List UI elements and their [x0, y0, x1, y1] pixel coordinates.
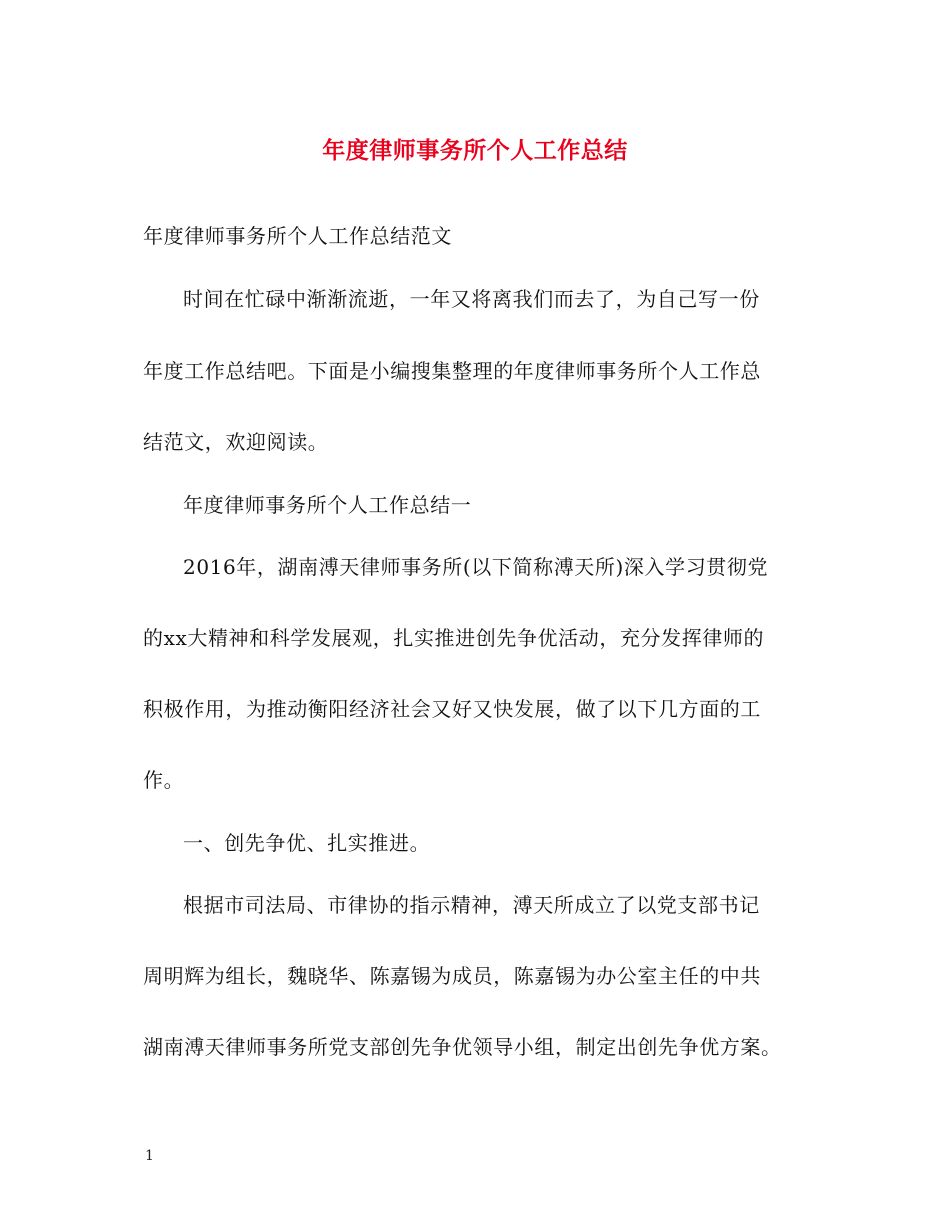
paragraph-line: 2016年，湖南溥天律师事务所(以下简称溥天所)深入学习贯彻党	[183, 555, 769, 579]
document-title: 年度律师事务所个人工作总结	[322, 137, 628, 164]
paragraph-line: 积极作用，为推动衡阳经济社会又好又快发展，做了以下几方面的工	[143, 697, 761, 721]
paragraph-line: 结范文，欢迎阅读。	[143, 430, 329, 454]
paragraph-line: 时间在忙碌中渐渐流逝，一年又将离我们而去了，为自己写一份	[183, 287, 760, 311]
paragraph-line: 周明辉为组长，魏晓华、陈嘉锡为成员，陈嘉锡为办公室主任的中共	[143, 964, 761, 988]
paragraph-line: 湖南溥天律师事务所党支部创先争优领导小组，制定出创先争优方案。	[143, 1035, 782, 1059]
paragraph-line: 根据市司法局、市律协的指示精神，溥天所成立了以党支部书记	[183, 893, 760, 917]
paragraph-line: 作。	[143, 768, 185, 792]
page-number: 1	[145, 1148, 154, 1164]
paragraph-line: 的xx大精神和科学发展观，扎实推进创先争优活动，充分发挥律师的	[143, 626, 765, 650]
section-heading: 年度律师事务所个人工作总结一	[183, 493, 472, 517]
section-heading: 一、创先争优、扎实推进。	[183, 831, 431, 855]
paragraph-line: 年度工作总结吧。下面是小编搜集整理的年度律师事务所个人工作总	[143, 359, 761, 383]
subtitle-line: 年度律师事务所个人工作总结范文	[143, 224, 452, 248]
